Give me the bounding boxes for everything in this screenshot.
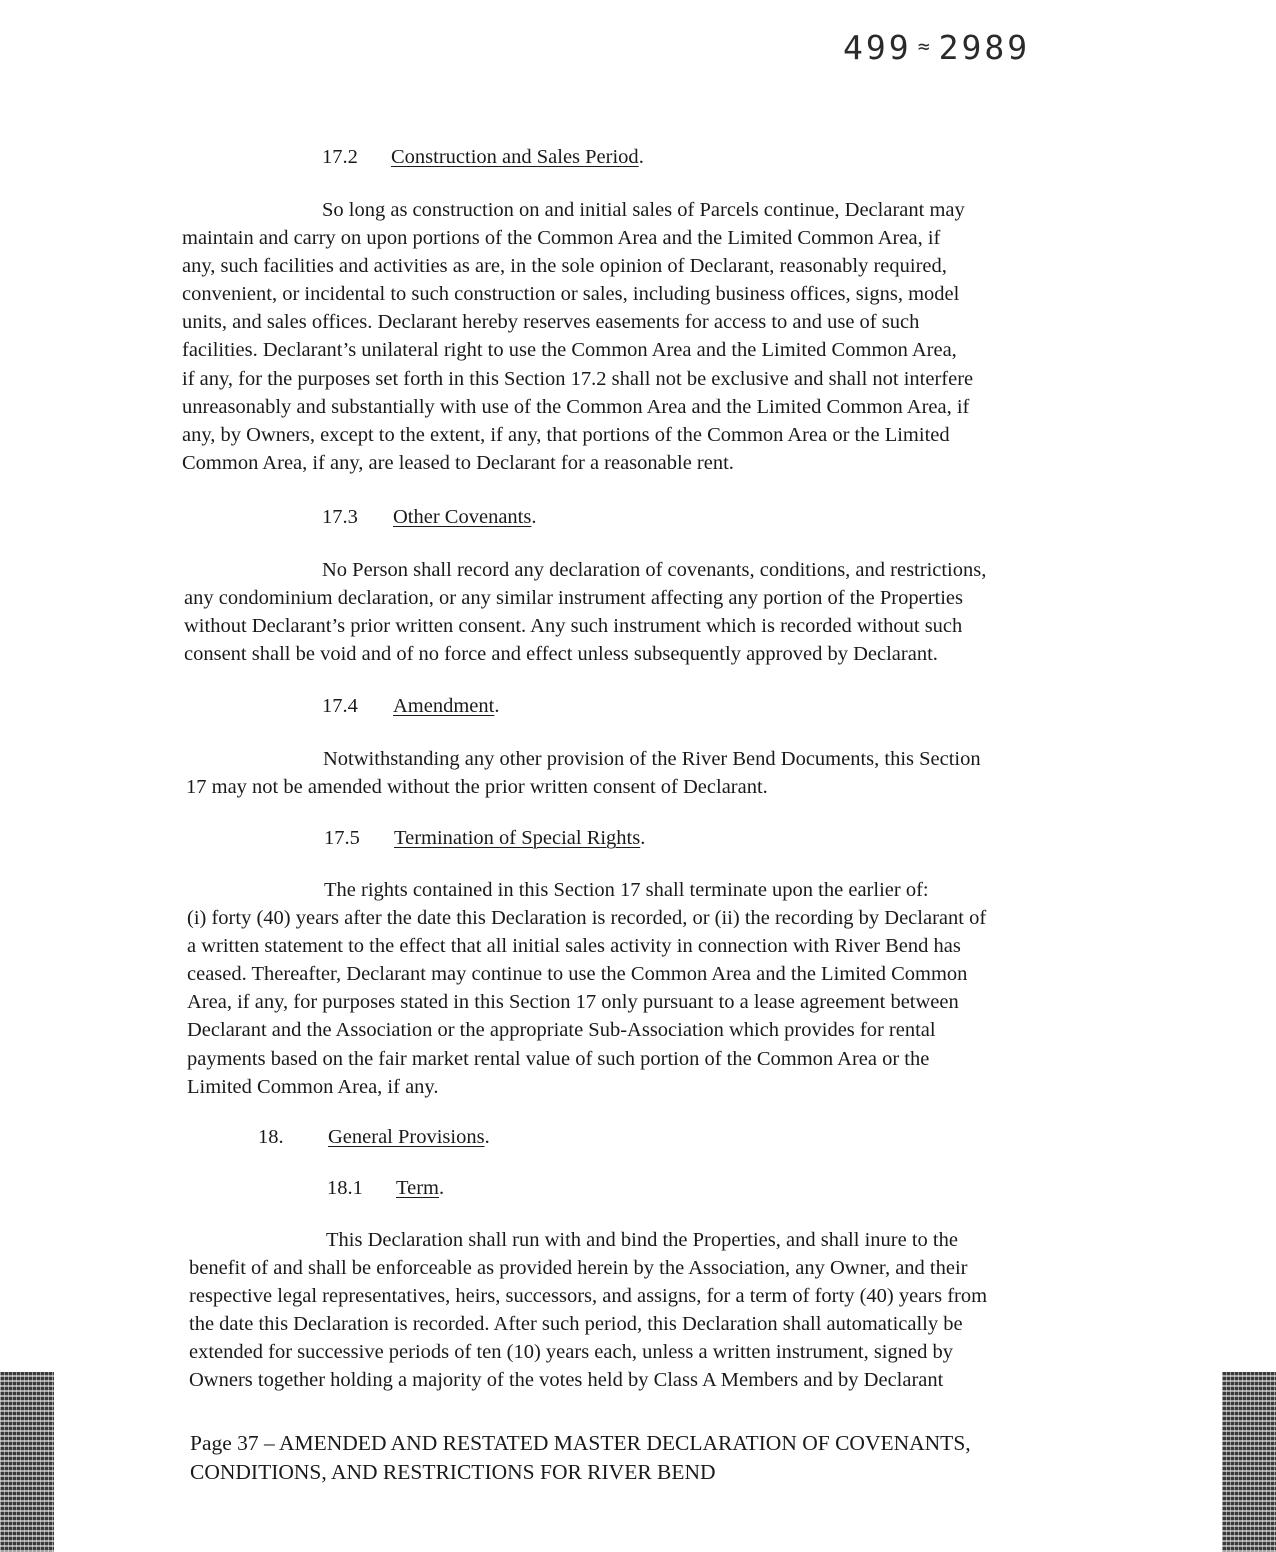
text-line: respective legal representatives, heirs, successors, and assigns, for a term of forty (40) years from	[189, 1285, 988, 1308]
text-line: Area, if any, for purposes stated in this Section 17 only pursuant to a lease agreement between	[187, 991, 959, 1014]
text-line: Owners together holding a majority of the votes held by Class A Members and by Declarant	[189, 1369, 944, 1392]
scan-artifact-right	[1222, 1372, 1276, 1552]
text-line: payments based on the fair market rental value of such portion of the Common Area or the	[187, 1047, 930, 1070]
section-number: 17.5	[324, 827, 360, 849]
section-title: Construction and Sales Period	[391, 146, 639, 168]
stamp-book: 499	[843, 28, 912, 67]
heading-17-4: 17.4 Amendment.	[322, 695, 500, 717]
text-line: So long as construction on and initial sales of Parcels continue, Declarant may	[322, 199, 965, 221]
section-title: Term	[396, 1177, 439, 1199]
text-line: maintain and carry on upon portions of the Common Area and the Limited Common Area, if	[182, 227, 941, 250]
section-title: General Provisions	[328, 1126, 485, 1148]
text-line: Declarant and the Association or the appropriate Sub-Association which provides for rental	[187, 1019, 936, 1042]
text-line: extended for successive periods of ten (10) years each, unless a written instrument, signed by	[189, 1341, 953, 1364]
text-line: any condominium declaration, or any similar instrument affecting any portion of the Properties	[184, 587, 963, 610]
text-line: any, by Owners, except to the extent, if any, that portions of the Common Area or the Limited	[182, 423, 950, 446]
text-line: unreasonably and substantially with use of the Common Area and the Limited Common Area, if	[182, 395, 970, 418]
section-number: 17.2	[322, 146, 358, 168]
text-line: consent shall be void and of no force and effect unless subsequently approved by Declarant.	[184, 643, 938, 666]
text-line: Notwithstanding any other provision of the River Bend Documents, this Section	[323, 748, 981, 770]
stamp-mark: ≈	[917, 34, 933, 58]
text-line: any, such facilities and activities as are, in the sole opinion of Declarant, reasonably required,	[182, 255, 947, 278]
paragraph-17-5	[187, 876, 986, 1101]
paragraph-18-1	[189, 1226, 987, 1395]
text-line: facilities. Declarant’s unilateral right to use the Common Area and the Limited Common Area,	[182, 339, 957, 362]
section-title: Termination of Special Rights	[394, 827, 641, 849]
text-line: the date this Declaration is recorded. After such period, this Declaration shall automatically be	[189, 1313, 963, 1336]
text-line: No Person shall record any declaration of covenants, conditions, and restrictions,	[322, 559, 987, 581]
recording-stamp	[843, 28, 1030, 67]
text-line: Common Area, if any, are leased to Declarant for a reasonable rent.	[182, 451, 734, 474]
section-title: Other Covenants	[393, 506, 532, 528]
heading-17-3: 17.3 Other Covenants.	[322, 506, 537, 528]
text-line: convenient, or incidental to such construction or sales, including business offices, signs, model	[182, 283, 960, 306]
text-line: benefit of and shall be enforceable as provided herein by the Association, any Owner, and their	[189, 1257, 968, 1280]
section-number: 18.	[258, 1126, 284, 1148]
section-number: 17.3	[322, 506, 358, 528]
section-number: 18.1	[327, 1177, 363, 1199]
heading-18-1: 18.1 Term.	[327, 1177, 445, 1199]
text-line: ceased. Thereafter, Declarant may continue to use the Common Area and the Limited Common	[187, 963, 968, 986]
paragraph-17-3	[184, 556, 986, 668]
page-footer	[190, 1429, 971, 1487]
scan-artifact-left	[0, 1372, 54, 1552]
text-line: 17 may not be amended without the prior written consent of Declarant.	[186, 776, 768, 799]
text-line: (i) forty (40) years after the date this Declaration is recorded, or (ii) the recording by Declarant of	[187, 907, 987, 930]
heading-17-2: 17.2 Construction and Sales Period.	[322, 146, 644, 168]
text-line: The rights contained in this Section 17 shall terminate upon the earlier of:	[324, 879, 929, 901]
text-line: units, and sales offices. Declarant hereby reserves easements for access to and use of such	[182, 311, 920, 334]
stamp-page: 2989	[938, 28, 1031, 67]
text-line: without Declarant’s prior written consent. Any such instrument which is recorded without such	[184, 615, 963, 638]
text-line: Limited Common Area, if any.	[187, 1075, 439, 1098]
heading-17-5: 17.5 Termination of Special Rights.	[324, 827, 646, 849]
text-line: if any, for the purposes set forth in this Section 17.2 shall not be exclusive and shall not interfere	[182, 367, 974, 390]
text-line: a written statement to the effect that all initial sales activity in connection with River Bend has	[187, 935, 961, 958]
section-title: Amendment	[393, 695, 495, 717]
text-line: This Declaration shall run with and bind the Properties, and shall inure to the	[326, 1229, 958, 1251]
footer-line-2: CONDITIONS, AND RESTRICTIONS FOR RIVER BEND	[190, 1460, 716, 1484]
section-number: 17.4	[322, 695, 358, 717]
footer-line-1: Page 37 – AMENDED AND RESTATED MASTER DECLARATION OF COVENANTS,	[190, 1431, 971, 1455]
heading-18: 18. General Provisions.	[258, 1126, 490, 1148]
paragraph-17-4	[186, 745, 981, 801]
paragraph-17-2	[182, 196, 973, 477]
